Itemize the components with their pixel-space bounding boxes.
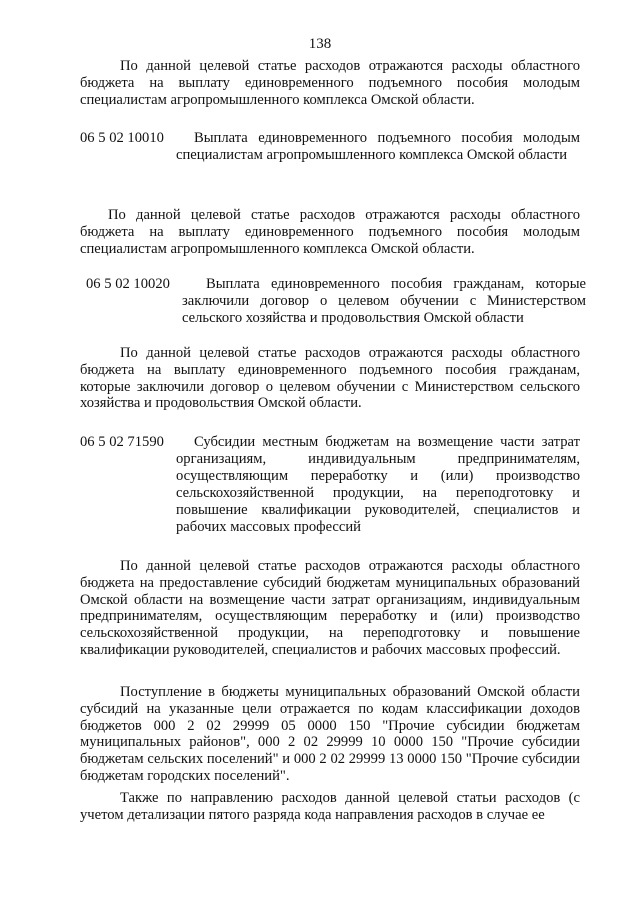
paragraph-4: По данной целевой статье расходов отражаются расходы областного бюджета на предоставление субсидий бюджетам муниципальных образований Омской области на возмещение части затрат организациям, индивидуальным предпринимателям, осуществляющим переработку и (или) производство сельскохозяйственной продукции, на переподготовку и повышение квалификации руководителей, специалистов и рабочих массовых профессий. <box>80 558 580 658</box>
paragraph-5: Поступление в бюджеты муниципальных образований Омской области субсидий на указанные цели отражается по кодам классификации доходов бюджетов 000 2 02 29999 05 0000 150 "Прочие субсидии бюджетам муниципальных районов", 000 2 02 29999 10 0000 150 "Прочие субсидии бюджетам сельских поселений" и 000 2 02 29999 13 0000 150 "Прочие субсидии бюджетам городских поселений". <box>80 684 580 784</box>
entry-10020 <box>86 276 586 327</box>
entry-code: 06 5 02 10010 <box>80 130 164 146</box>
entry-description: Выплата единовременного подъемного пособия молодым специалистам агропромышленного комплекса Омской области <box>176 130 580 163</box>
paragraph-1: По данной целевой статье расходов отражаются расходы областного бюджета на выплату единовременного подъемного пособия молодым специалистам агропромышленного комплекса Омской области. <box>80 58 580 108</box>
entry-description: Субсидии местным бюджетам на возмещение части затрат организациям, индивидуальным предпринимателям, осуществляющим переработку и (или) производство сельскохозяйственной продукции, на переподготовку и повышение квалификации руководителей, специалистов и рабочих массовых профессий <box>176 434 580 535</box>
entry-71590 <box>80 434 580 536</box>
paragraph-2: По данной целевой статье расходов отражаются расходы областного бюджета на выплату единовременного подъемного пособия молодым специалистам агропромышленного комплекса Омской области. <box>80 207 580 257</box>
paragraph-3: По данной целевой статье расходов отражаются расходы областного бюджета на выплату единовременного подъемного пособия гражданам, которые заключили договор о целевом обучении с Министерством сельского хозяйства и продовольствия Омской области. <box>80 345 580 412</box>
entry-10010 <box>80 130 580 164</box>
entry-description: Выплата единовременного пособия гражданам, которые заключили договор о целевом обучении с Министерством сельского хозяйства и продовольствия Омской области <box>182 276 586 326</box>
paragraph-6: Также по направлению расходов данной целевой статьи расходов (с учетом детализации пятого разряда кода направления расходов в случае ее <box>80 790 580 823</box>
page-number: 138 <box>308 36 332 52</box>
entry-code: 06 5 02 71590 <box>80 434 164 450</box>
entry-code: 06 5 02 10020 <box>86 276 170 292</box>
